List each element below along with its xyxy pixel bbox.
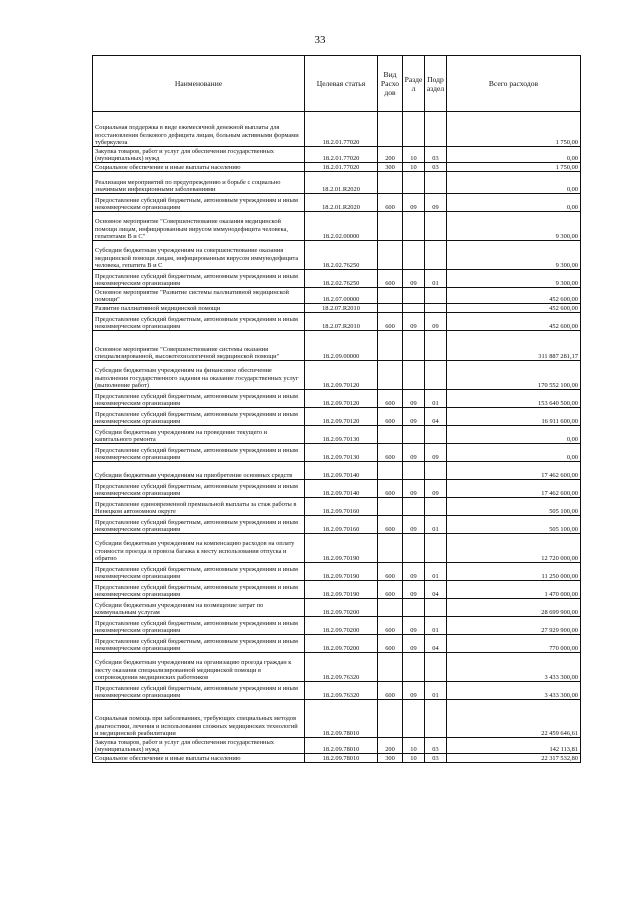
cell-subsection: 04 bbox=[425, 635, 447, 653]
cell-expense-type bbox=[378, 426, 403, 444]
cell-target-article: 18.2.09.70190 bbox=[305, 563, 378, 581]
cell-expense-type bbox=[378, 288, 403, 304]
cell-section: 09 bbox=[403, 444, 425, 462]
table-row bbox=[93, 581, 581, 599]
cell-target-article: 18.2.09.70190 bbox=[305, 581, 378, 599]
cell-section bbox=[403, 426, 425, 444]
cell-name: Субсидии бюджетным учреждениям на финансовое обеспечение выполнения государственного задания на оказание государственных услуг (выполнение работ) bbox=[93, 361, 305, 390]
expenditure-table bbox=[92, 55, 581, 763]
table-row bbox=[93, 304, 581, 313]
cell-expense-type: 600 bbox=[378, 194, 403, 212]
table-row bbox=[93, 700, 581, 738]
cell-subsection bbox=[425, 241, 447, 270]
cell-total: 9 300,00 bbox=[447, 212, 581, 241]
cell-total: 311 887 281,17 bbox=[447, 331, 581, 361]
cell-section bbox=[403, 212, 425, 241]
cell-target-article: 18.2.09.78010 bbox=[305, 700, 378, 738]
cell-total: 28 699 900,00 bbox=[447, 599, 581, 617]
cell-expense-type: 200 bbox=[378, 738, 403, 754]
cell-section: 09 bbox=[403, 617, 425, 635]
cell-expense-type: 600 bbox=[378, 682, 403, 700]
cell-target-article: 18.2.09.70200 bbox=[305, 599, 378, 617]
cell-total: 11 250 000,00 bbox=[447, 563, 581, 581]
cell-expense-type: 600 bbox=[378, 313, 403, 331]
table-row bbox=[93, 682, 581, 700]
table-row bbox=[93, 408, 581, 426]
cell-target-article: 18.2.09.78010 bbox=[305, 754, 378, 763]
cell-target-article: 18.2.09.70130 bbox=[305, 426, 378, 444]
cell-section bbox=[403, 112, 425, 147]
cell-total: 17 462 600,00 bbox=[447, 480, 581, 498]
cell-expense-type bbox=[378, 112, 403, 147]
cell-section: 09 bbox=[403, 480, 425, 498]
cell-target-article: 18.2.09.78010 bbox=[305, 738, 378, 754]
cell-name: Основное мероприятие "Совершенствование оказания медицинской помощи лицам, инфицированным вирусом иммунодефицита человека, гепатитами В и С" bbox=[93, 212, 305, 241]
cell-target-article: 18.2.09.70200 bbox=[305, 617, 378, 635]
cell-name: Предоставление субсидий бюджетным, автономным учреждениям и иным некоммерческим организациям bbox=[93, 390, 305, 408]
cell-target-article: 18.2.02.76250 bbox=[305, 241, 378, 270]
table-row bbox=[93, 516, 581, 534]
cell-target-article: 18.2.07.R2010 bbox=[305, 313, 378, 331]
cell-name: Субсидии бюджетным учреждениям на возмещение затрат по коммунальным услугам bbox=[93, 599, 305, 617]
cell-subsection: 09 bbox=[425, 194, 447, 212]
table-row bbox=[93, 241, 581, 270]
cell-expense-type: 600 bbox=[378, 480, 403, 498]
cell-expense-type: 600 bbox=[378, 390, 403, 408]
cell-total: 505 100,00 bbox=[447, 516, 581, 534]
cell-total: 770 000,00 bbox=[447, 635, 581, 653]
cell-section: 09 bbox=[403, 194, 425, 212]
cell-subsection bbox=[425, 462, 447, 480]
cell-section: 09 bbox=[403, 635, 425, 653]
cell-section bbox=[403, 700, 425, 738]
cell-target-article: 18.2.09.70120 bbox=[305, 390, 378, 408]
table-header-row bbox=[93, 56, 581, 112]
cell-subsection bbox=[425, 331, 447, 361]
cell-expense-type: 600 bbox=[378, 581, 403, 599]
cell-total: 1 750,00 bbox=[447, 163, 581, 172]
cell-total: 22 459 646,61 bbox=[447, 700, 581, 738]
cell-target-article: 18.2.09.76320 bbox=[305, 682, 378, 700]
cell-section bbox=[403, 241, 425, 270]
table-row bbox=[93, 444, 581, 462]
cell-target-article: 18.2.09.70140 bbox=[305, 462, 378, 480]
cell-target-article: 18.2.09.70160 bbox=[305, 498, 378, 516]
cell-section: 09 bbox=[403, 563, 425, 581]
table-row bbox=[93, 212, 581, 241]
cell-section bbox=[403, 462, 425, 480]
cell-name: Субсидии бюджетным учреждениям на совершенствование оказания медицинской помощи лицам, инфицированным вирусом иммунодефицита человека, гепатита В и С bbox=[93, 241, 305, 270]
cell-subsection: 01 bbox=[425, 270, 447, 288]
cell-subsection: 01 bbox=[425, 516, 447, 534]
cell-section bbox=[403, 288, 425, 304]
cell-total: 170 552 100,00 bbox=[447, 361, 581, 390]
table-row bbox=[93, 163, 581, 172]
table-row bbox=[93, 147, 581, 163]
cell-name: Субсидии бюджетным учреждениям на приобретение основных средств bbox=[93, 462, 305, 480]
cell-section: 09 bbox=[403, 313, 425, 331]
cell-expense-type bbox=[378, 172, 403, 194]
table-row bbox=[93, 738, 581, 754]
cell-expense-type bbox=[378, 700, 403, 738]
table-row bbox=[93, 194, 581, 212]
cell-expense-type: 600 bbox=[378, 617, 403, 635]
cell-name: Основное мероприятие "Совершенствование системы оказания специализированной, высокотехнологичной медицинской помощи" bbox=[93, 331, 305, 361]
cell-name: Субсидии бюджетным учреждениям на проведение текущего и капитального ремонта bbox=[93, 426, 305, 444]
header-total: Всего расходов bbox=[447, 56, 581, 112]
cell-expense-type bbox=[378, 304, 403, 313]
cell-total: 3 433 300,00 bbox=[447, 653, 581, 682]
cell-section: 09 bbox=[403, 390, 425, 408]
cell-target-article: 18.2.09.76320 bbox=[305, 653, 378, 682]
cell-subsection: 01 bbox=[425, 617, 447, 635]
cell-section bbox=[403, 534, 425, 563]
cell-name: Социальная поддержка в виде ежемесячной денежной выплаты для восстановления белкового дефицита лицам, больным активными формами туберкулеза bbox=[93, 112, 305, 147]
table-body bbox=[93, 112, 581, 763]
cell-total: 1 750,00 bbox=[447, 112, 581, 147]
cell-target-article: 18.2.09.70130 bbox=[305, 444, 378, 462]
cell-name: Предоставление субсидий бюджетным, автономным учреждениям и иным некоммерческим организациям bbox=[93, 444, 305, 462]
table-row bbox=[93, 653, 581, 682]
cell-section: 10 bbox=[403, 147, 425, 163]
cell-name: Предоставление субсидий бюджетным, автономным учреждениям и иным некоммерческим организациям bbox=[93, 408, 305, 426]
cell-subsection: 01 bbox=[425, 682, 447, 700]
cell-subsection: 03 bbox=[425, 163, 447, 172]
cell-target-article: 18.2.09.00000 bbox=[305, 331, 378, 361]
cell-expense-type: 600 bbox=[378, 563, 403, 581]
cell-total: 27 929 900,00 bbox=[447, 617, 581, 635]
cell-name: Реализация мероприятий по предупреждению и борьбе с социально значимыми инфекционными заболеваниями bbox=[93, 172, 305, 194]
cell-expense-type: 300 bbox=[378, 754, 403, 763]
cell-section: 10 bbox=[403, 754, 425, 763]
cell-subsection: 09 bbox=[425, 480, 447, 498]
cell-expense-type bbox=[378, 498, 403, 516]
table-row bbox=[93, 462, 581, 480]
cell-subsection: 04 bbox=[425, 581, 447, 599]
cell-total: 0,00 bbox=[447, 172, 581, 194]
cell-expense-type: 600 bbox=[378, 270, 403, 288]
cell-expense-type bbox=[378, 462, 403, 480]
cell-target-article: 18.2.09.70140 bbox=[305, 480, 378, 498]
cell-subsection bbox=[425, 212, 447, 241]
cell-expense-type bbox=[378, 331, 403, 361]
cell-section: 10 bbox=[403, 163, 425, 172]
table-row bbox=[93, 498, 581, 516]
cell-subsection: 01 bbox=[425, 390, 447, 408]
cell-target-article: 18.2.02.76250 bbox=[305, 270, 378, 288]
cell-section: 09 bbox=[403, 270, 425, 288]
table-row bbox=[93, 563, 581, 581]
header-expense-type: Вид Расхо дов bbox=[378, 56, 403, 112]
cell-subsection bbox=[425, 172, 447, 194]
cell-name: Социальная помощь при заболеваниях, требующих специальных методов диагностики, лечения и использования сложных медицинских технологий и медицинской реабилитации bbox=[93, 700, 305, 738]
cell-expense-type bbox=[378, 212, 403, 241]
cell-name: Субсидии бюджетным учреждениям на организацию проезда граждан к месту оказания специализированной медицинской помощи в сопровождении медицинских работников bbox=[93, 653, 305, 682]
cell-name: Предоставление субсидий бюджетным, автономным учреждениям и иным некоммерческим организациям bbox=[93, 581, 305, 599]
table-row bbox=[93, 361, 581, 390]
cell-subsection: 03 bbox=[425, 754, 447, 763]
header-name: Наименование bbox=[93, 56, 305, 112]
cell-expense-type: 600 bbox=[378, 444, 403, 462]
cell-name: Закупка товаров, работ и услуг для обеспечения государственных (муниципальных) нужд bbox=[93, 738, 305, 754]
cell-target-article: 18.2.01.77020 bbox=[305, 112, 378, 147]
cell-section: 10 bbox=[403, 738, 425, 754]
cell-target-article: 18.2.09.70120 bbox=[305, 361, 378, 390]
cell-expense-type bbox=[378, 361, 403, 390]
cell-section bbox=[403, 653, 425, 682]
cell-name: Социальное обеспечение и иные выплаты населению bbox=[93, 163, 305, 172]
table-row bbox=[93, 635, 581, 653]
table-row bbox=[93, 534, 581, 563]
cell-total: 22 317 532,80 bbox=[447, 754, 581, 763]
header-target-article: Целевая статья bbox=[305, 56, 378, 112]
cell-total: 12 720 000,00 bbox=[447, 534, 581, 563]
cell-section bbox=[403, 331, 425, 361]
page-number: 33 bbox=[314, 34, 326, 46]
header-subsection: Подр аздел bbox=[425, 56, 447, 112]
table-row bbox=[93, 172, 581, 194]
cell-subsection bbox=[425, 288, 447, 304]
cell-subsection bbox=[425, 498, 447, 516]
cell-subsection: 03 bbox=[425, 738, 447, 754]
cell-target-article: 18.2.01.R2020 bbox=[305, 194, 378, 212]
cell-name: Предоставление субсидий бюджетным, автономным учреждениям и иным некоммерческим организациям bbox=[93, 194, 305, 212]
cell-subsection: 09 bbox=[425, 313, 447, 331]
cell-subsection: 03 bbox=[425, 147, 447, 163]
cell-section bbox=[403, 172, 425, 194]
cell-total: 16 911 600,00 bbox=[447, 408, 581, 426]
cell-name: Предоставление субсидий бюджетным, автономным учреждениям и иным некоммерческим организациям bbox=[93, 516, 305, 534]
table-row bbox=[93, 112, 581, 147]
cell-total: 0,00 bbox=[447, 194, 581, 212]
cell-section bbox=[403, 304, 425, 313]
table-row bbox=[93, 617, 581, 635]
cell-subsection bbox=[425, 534, 447, 563]
cell-total: 505 100,00 bbox=[447, 498, 581, 516]
table-row bbox=[93, 313, 581, 331]
cell-target-article: 18.2.07.R2010 bbox=[305, 304, 378, 313]
table-row bbox=[93, 390, 581, 408]
table-row bbox=[93, 480, 581, 498]
cell-section: 09 bbox=[403, 408, 425, 426]
cell-total: 0,00 bbox=[447, 426, 581, 444]
cell-expense-type: 600 bbox=[378, 635, 403, 653]
cell-total: 9 300,00 bbox=[447, 241, 581, 270]
cell-subsection: 09 bbox=[425, 444, 447, 462]
cell-section bbox=[403, 498, 425, 516]
cell-expense-type bbox=[378, 534, 403, 563]
cell-section bbox=[403, 599, 425, 617]
cell-name: Развитие паллиативной медицинской помощи bbox=[93, 304, 305, 313]
cell-subsection bbox=[425, 304, 447, 313]
cell-subsection bbox=[425, 361, 447, 390]
cell-name: Предоставление субсидий бюджетным, автономным учреждениям и иным некоммерческим организациям bbox=[93, 617, 305, 635]
cell-total: 9 300,00 bbox=[447, 270, 581, 288]
table-row bbox=[93, 426, 581, 444]
cell-expense-type bbox=[378, 653, 403, 682]
cell-section: 09 bbox=[403, 516, 425, 534]
cell-total: 452 600,00 bbox=[447, 304, 581, 313]
cell-total: 0,00 bbox=[447, 444, 581, 462]
cell-target-article: 18.2.07.00000 bbox=[305, 288, 378, 304]
header-section: Разде л bbox=[403, 56, 425, 112]
cell-total: 452 600,00 bbox=[447, 313, 581, 331]
cell-name: Субсидии бюджетным учреждениям на компенсацию расходов на оплату стоимости проезда и провоза багажа к месту использования отпуска и обратно bbox=[93, 534, 305, 563]
cell-subsection bbox=[425, 653, 447, 682]
cell-name: Предоставление субсидий бюджетным, автономным учреждениям и иным некоммерческим организациям bbox=[93, 480, 305, 498]
cell-section bbox=[403, 361, 425, 390]
cell-target-article: 18.2.01.R2020 bbox=[305, 172, 378, 194]
cell-section: 09 bbox=[403, 682, 425, 700]
cell-expense-type: 600 bbox=[378, 516, 403, 534]
cell-subsection bbox=[425, 599, 447, 617]
cell-name: Предоставление субсидий бюджетным, автономным учреждениям и иным некоммерческим организациям bbox=[93, 635, 305, 653]
cell-expense-type: 200 bbox=[378, 147, 403, 163]
cell-name: Предоставление единовременной премиальной выплаты за стаж работы в Ненецком автономном округе bbox=[93, 498, 305, 516]
cell-name: Предоставление субсидий бюджетным, автономным учреждениям и иным некоммерческим организациям bbox=[93, 682, 305, 700]
table-row bbox=[93, 754, 581, 763]
cell-subsection: 04 bbox=[425, 408, 447, 426]
cell-name: Предоставление субсидий бюджетным, автономным учреждениям и иным некоммерческим организациям bbox=[93, 270, 305, 288]
table-row bbox=[93, 270, 581, 288]
table-row bbox=[93, 331, 581, 361]
table-row bbox=[93, 599, 581, 617]
cell-target-article: 18.2.01.77020 bbox=[305, 147, 378, 163]
cell-name: Социальное обеспечение и иные выплаты населению bbox=[93, 754, 305, 763]
cell-target-article: 18.2.09.70190 bbox=[305, 534, 378, 563]
cell-target-article: 18.2.01.77020 bbox=[305, 163, 378, 172]
cell-name: Предоставление субсидий бюджетным, автономным учреждениям и иным некоммерческим организациям bbox=[93, 313, 305, 331]
cell-expense-type bbox=[378, 241, 403, 270]
cell-section: 09 bbox=[403, 581, 425, 599]
cell-target-article: 18.2.02.00000 bbox=[305, 212, 378, 241]
table-row bbox=[93, 288, 581, 304]
cell-subsection bbox=[425, 112, 447, 147]
cell-target-article: 18.2.09.70160 bbox=[305, 516, 378, 534]
cell-subsection bbox=[425, 426, 447, 444]
cell-name: Закупка товаров, работ и услуг для обеспечения государственных (муниципальных) нужд bbox=[93, 147, 305, 163]
cell-total: 3 433 300,00 bbox=[447, 682, 581, 700]
cell-expense-type bbox=[378, 599, 403, 617]
cell-total: 142 113,81 bbox=[447, 738, 581, 754]
cell-subsection: 01 bbox=[425, 563, 447, 581]
cell-name: Предоставление субсидий бюджетным, автономным учреждениям и иным некоммерческим организациям bbox=[93, 563, 305, 581]
cell-total: 153 640 500,00 bbox=[447, 390, 581, 408]
cell-total: 0,00 bbox=[447, 147, 581, 163]
cell-total: 452 600,00 bbox=[447, 288, 581, 304]
cell-target-article: 18.2.09.70120 bbox=[305, 408, 378, 426]
cell-total: 1 470 000,00 bbox=[447, 581, 581, 599]
cell-target-article: 18.2.09.70200 bbox=[305, 635, 378, 653]
cell-total: 17 462 600,00 bbox=[447, 462, 581, 480]
cell-expense-type: 600 bbox=[378, 408, 403, 426]
cell-expense-type: 300 bbox=[378, 163, 403, 172]
cell-name: Основное мероприятие "Развитие системы паллиативной медицинской помощи" bbox=[93, 288, 305, 304]
cell-subsection bbox=[425, 700, 447, 738]
